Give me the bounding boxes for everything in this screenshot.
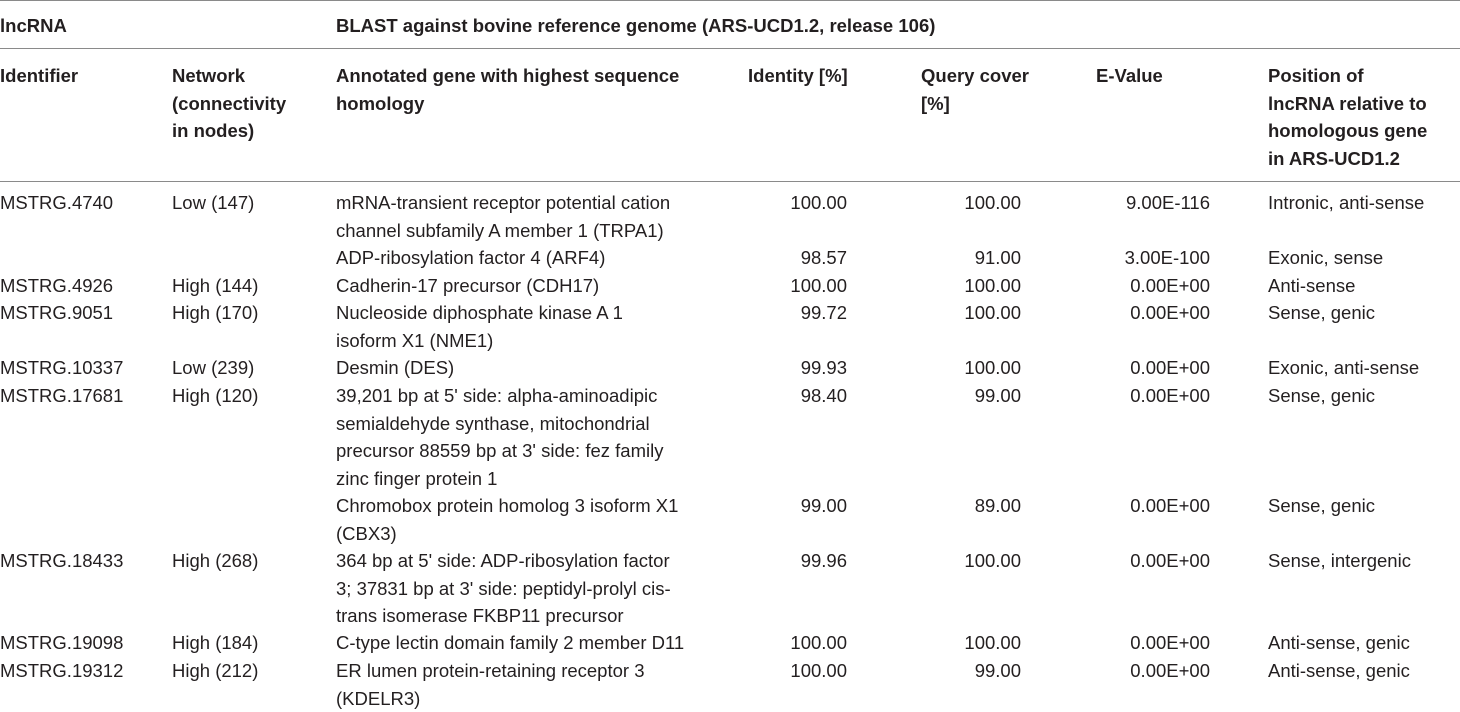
cell-identity: 100.00 [790, 629, 847, 657]
cell-line: zinc finger protein 1 [336, 465, 663, 493]
cell-line: C-type lectin domain family 2 member D11 [336, 629, 684, 657]
cell-identity: 99.93 [801, 354, 847, 382]
column-header-position [1268, 62, 1427, 172]
cell-evalue: 0.00E+00 [1130, 354, 1210, 382]
cell-line: [%] [921, 90, 1029, 118]
cell-line: 39,201 bp at 5' side: alpha-aminoadipic [336, 382, 663, 410]
cell-evalue: 3.00E-100 [1125, 244, 1210, 272]
cell-identity: 98.40 [801, 382, 847, 410]
cell-evalue: 0.00E+00 [1130, 492, 1210, 520]
cell-network: Low (147) [172, 189, 254, 217]
cell-line: isoform X1 (NME1) [336, 327, 623, 355]
cell-annotated-gene [336, 657, 645, 712]
cell-annotated-gene [336, 382, 663, 492]
column-header-identifier [0, 62, 78, 90]
cell-evalue: 9.00E-116 [1126, 189, 1210, 217]
cell-position: Intronic, anti-sense [1268, 189, 1424, 217]
cell-annotated-gene [336, 629, 684, 657]
top-rule [0, 0, 1460, 1]
cell-annotated-gene [336, 189, 670, 244]
cell-position: Anti-sense, genic [1268, 629, 1410, 657]
cell-line: (connectivity [172, 90, 286, 118]
cell-identity: 99.96 [801, 547, 847, 575]
cell-position: Sense, genic [1268, 492, 1375, 520]
cell-line: (KDELR3) [336, 685, 645, 712]
cell-line: precursor 88559 bp at 3' side: fez family [336, 437, 663, 465]
cell-identifier: MSTRG.18433 [0, 547, 123, 575]
cell-evalue: 0.00E+00 [1130, 299, 1210, 327]
cell-identity: 100.00 [790, 657, 847, 685]
cell-line: 364 bp at 5' side: ADP-ribosylation factor [336, 547, 671, 575]
cell-line: semialdehyde synthase, mitochondrial [336, 410, 663, 438]
cell-line: E-Value [1096, 62, 1163, 90]
cell-line: Desmin (DES) [336, 354, 454, 382]
cell-line: Identity [%] [748, 62, 848, 90]
column-header-network [172, 62, 286, 145]
cell-network: Low (239) [172, 354, 254, 382]
cell-identifier: MSTRG.10337 [0, 354, 123, 382]
cell-identity: 99.00 [801, 492, 847, 520]
cell-identity: 100.00 [790, 189, 847, 217]
cell-annotated-gene [336, 547, 671, 630]
cell-line: ADP-ribosylation factor 4 (ARF4) [336, 244, 605, 272]
cell-network: High (170) [172, 299, 258, 327]
cell-annotated-gene [336, 272, 599, 300]
cell-line: homologous gene [1268, 117, 1427, 145]
cell-line: in nodes) [172, 117, 286, 145]
cell-annotated-gene [336, 492, 678, 547]
cell-position: Anti-sense, genic [1268, 657, 1410, 685]
cell-identifier: MSTRG.17681 [0, 382, 123, 410]
cell-identity: 98.57 [801, 244, 847, 272]
cell-query-cover: 100.00 [964, 629, 1021, 657]
cell-line: Cadherin-17 precursor (CDH17) [336, 272, 599, 300]
cell-position: Exonic, anti-sense [1268, 354, 1419, 382]
cell-query-cover: 100.00 [964, 354, 1021, 382]
cell-network: High (184) [172, 629, 258, 657]
group-header-rule [0, 48, 1460, 49]
cell-query-cover: 100.00 [964, 189, 1021, 217]
cell-query-cover: 100.00 [964, 299, 1021, 327]
cell-query-cover: 99.00 [975, 657, 1021, 685]
cell-position: Sense, genic [1268, 299, 1375, 327]
cell-line: mRNA-transient receptor potential cation [336, 189, 670, 217]
column-header-query-cover [921, 62, 1029, 117]
cell-evalue: 0.00E+00 [1130, 657, 1210, 685]
cell-query-cover: 100.00 [964, 547, 1021, 575]
cell-network: High (268) [172, 547, 258, 575]
cell-network: High (212) [172, 657, 258, 685]
cell-identifier: MSTRG.9051 [0, 299, 113, 327]
cell-line: 3; 37831 bp at 3' side: peptidyl-prolyl cis- [336, 575, 671, 603]
cell-line: homology [336, 90, 679, 118]
cell-line: Identifier [0, 62, 78, 90]
cell-query-cover: 100.00 [964, 272, 1021, 300]
group-header-lncrna: lncRNA [0, 12, 67, 40]
cell-identity: 99.72 [801, 299, 847, 327]
cell-network: High (120) [172, 382, 258, 410]
column-header-evalue [1096, 62, 1163, 90]
cell-identifier: MSTRG.19098 [0, 629, 123, 657]
cell-line: channel subfamily A member 1 (TRPA1) [336, 217, 670, 245]
cell-identity: 100.00 [790, 272, 847, 300]
cell-position: Exonic, sense [1268, 244, 1383, 272]
column-header-rule [0, 181, 1460, 182]
cell-evalue: 0.00E+00 [1130, 382, 1210, 410]
cell-identifier: MSTRG.4740 [0, 189, 113, 217]
column-header-annotated-gene [336, 62, 679, 117]
cell-evalue: 0.00E+00 [1130, 629, 1210, 657]
cell-line: Nucleoside diphosphate kinase A 1 [336, 299, 623, 327]
cell-annotated-gene [336, 299, 623, 354]
cell-line: ER lumen protein-retaining receptor 3 [336, 657, 645, 685]
cell-line: Network [172, 62, 286, 90]
column-header-identity [748, 62, 848, 90]
cell-query-cover: 91.00 [975, 244, 1021, 272]
cell-query-cover: 99.00 [975, 382, 1021, 410]
cell-evalue: 0.00E+00 [1130, 547, 1210, 575]
cell-query-cover: 89.00 [975, 492, 1021, 520]
cell-line: (CBX3) [336, 520, 678, 548]
cell-position: Anti-sense [1268, 272, 1355, 300]
cell-annotated-gene [336, 244, 605, 272]
cell-line: Query cover [921, 62, 1029, 90]
cell-network: High (144) [172, 272, 258, 300]
cell-line: Annotated gene with highest sequence [336, 62, 679, 90]
cell-position: Sense, genic [1268, 382, 1375, 410]
cell-position: Sense, intergenic [1268, 547, 1411, 575]
cell-annotated-gene [336, 354, 454, 382]
cell-identifier: MSTRG.19312 [0, 657, 123, 685]
cell-evalue: 0.00E+00 [1130, 272, 1210, 300]
cell-line: Chromobox protein homolog 3 isoform X1 [336, 492, 678, 520]
cell-line: Position of [1268, 62, 1427, 90]
cell-line: lncRNA relative to [1268, 90, 1427, 118]
group-header-blast: BLAST against bovine reference genome (ARS-UCD1.2, release 106) [336, 12, 935, 40]
cell-identifier: MSTRG.4926 [0, 272, 113, 300]
cell-line: trans isomerase FKBP11 precursor [336, 602, 671, 630]
cell-line: in ARS-UCD1.2 [1268, 145, 1427, 173]
